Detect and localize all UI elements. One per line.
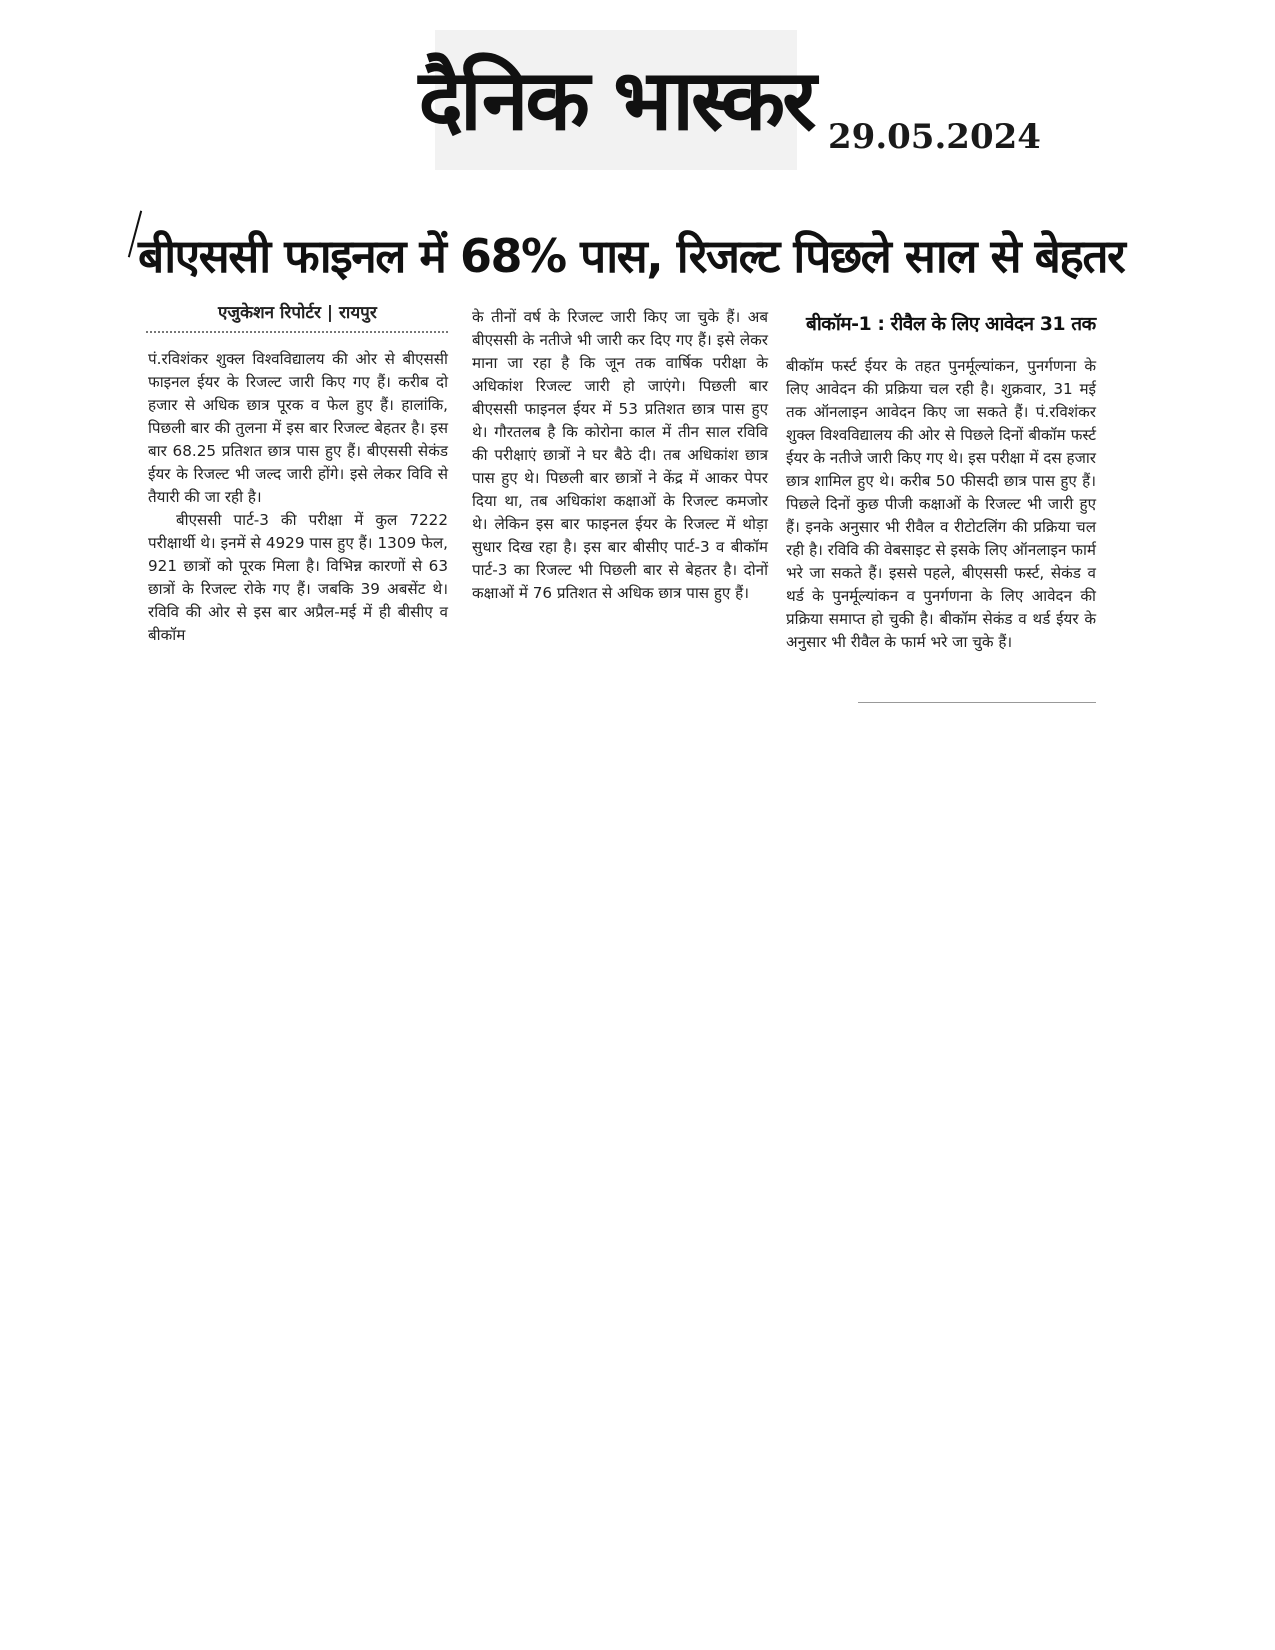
article-column-2: [472, 306, 768, 605]
article-column-1: [148, 348, 448, 647]
news-clipping: [138, 210, 1125, 710]
sidebar-end-rule: [858, 702, 1096, 703]
article-byline: एजुकेशन रिपोर्टर | रायपुर: [218, 303, 377, 323]
sidebar-headline: बीकॉम-1 : रीवैल के लिए आवेदन 31 तक: [806, 313, 1096, 335]
masthead-logo-text: दैनिक भास्कर: [418, 51, 814, 149]
paragraph: पं.रविशंकर शुक्ल विश्वविद्यालय की ओर से बीएससी फाइनल ईयर के रिजल्ट जारी किए गए हैं। करीब दो हजार से अधिक छात्र पूरक व फेल हुए हैं। हालांकि, पिछली बार की तुलना में इस बार रिजल्ट बेहतर है। इस बार 68.25 प्रतिशत छात्र पास हुए हैं। बीएससी सेकंड ईयर के रिजल्ट भी जल्द जारी होंगे। इसे लेकर विवि से तैयारी की जा रही है।: [148, 350, 448, 506]
paragraph: के तीनों वर्ष के रिजल्ट जारी किए जा चुके हैं। अब बीएससी के नतीजे भी जारी कर दिए गए हैं। इसे लेकर माना जा रहा है कि जून तक वार्षिक परीक्षा के अधिकांश रिजल्ट जारी हो जाएंगे। पिछली बार बीएससी फाइनल ईयर में 53 प्रतिशत छात्र पास हुए थे। गौरतलब है कि कोरोना काल में तीन साल रविवि की परीक्षाएं छात्रों ने घर बैठे दी। तब अधिकांश छात्र पास हुए थे। पिछली बार छात्रों ने केंद्र में आकर पेपर दिया था, तब अधिकांश कक्षाओं के रिजल्ट कमजोर थे। लेकिन इस बार फाइनल ईयर के रिजल्ट में थोड़ा सुधार दिख रहा है। इस बार बीसीए पार्ट-3 व बीकॉम पार्ट-3 का रिजल्ट भी पिछली बार से बेहतर है। दोनों कक्षाओं में 76 प्रतिशत से अधिक छात्र पास हुए हैं।: [472, 308, 768, 602]
newspaper-masthead-logo: [418, 30, 814, 170]
paragraph: बीएससी पार्ट-3 की परीक्षा में कुल 7222 परीक्षार्थी थे। इनमें से 4929 पास हुए हैं। 1309 फेल, 921 छात्रों को पूरक मिला है। विभिन्न कारणों से 63 छात्रों के रिजल्ट रोके गए हैं। जबकि 39 अबसेंट थे। रविवि की ओर से इस बार अप्रैल-मई में ही बीसीए व बीकॉम: [148, 511, 448, 644]
article-headline: बीएससी फाइनल में 68% पास, रिजल्ट पिछले साल से बेहतर: [138, 229, 1125, 283]
sidebar-column: [786, 355, 1096, 654]
publication-date: 29.05.2024: [828, 117, 1041, 157]
byline-divider: [146, 331, 448, 333]
paragraph: बीकॉम फर्स्ट ईयर के तहत पुनर्मूल्यांकन, पुनर्गणना के लिए आवेदन की प्रक्रिया चल रही है। शुक्रवार, 31 मई तक ऑनलाइन आवेदन किए जा सकते हैं। पं.रविशंकर शुक्ल विश्वविद्यालय की ओर से पिछले दिनों बीकॉम फर्स्ट ईयर के नतीजे जारी किए गए थे। इस परीक्षा में दस हजार छात्र शामिल हुए थे। करीब 50 फीसदी छात्र पास हुए हैं। पिछले दिनों कुछ पीजी कक्षाओं के रिजल्ट भी जारी हुए हैं। इनके अनुसार भी रीवैल व रीटोटलिंग की प्रक्रिया चल रही है। रविवि की वेबसाइट से इसके लिए ऑनलाइन फार्म भरे जा सकते हैं। इससे पहले, बीएससी फर्स्ट, सेकंड व थर्ड के पुनर्मूल्यांकन व पुनर्गणना के लिए आवेदन की प्रक्रिया समाप्त हो चुकी है। बीकॉम सेकंड व थर्ड ईयर के अनुसार भी रीवैल के फार्म भरे जा चुके हैं।: [786, 357, 1096, 651]
